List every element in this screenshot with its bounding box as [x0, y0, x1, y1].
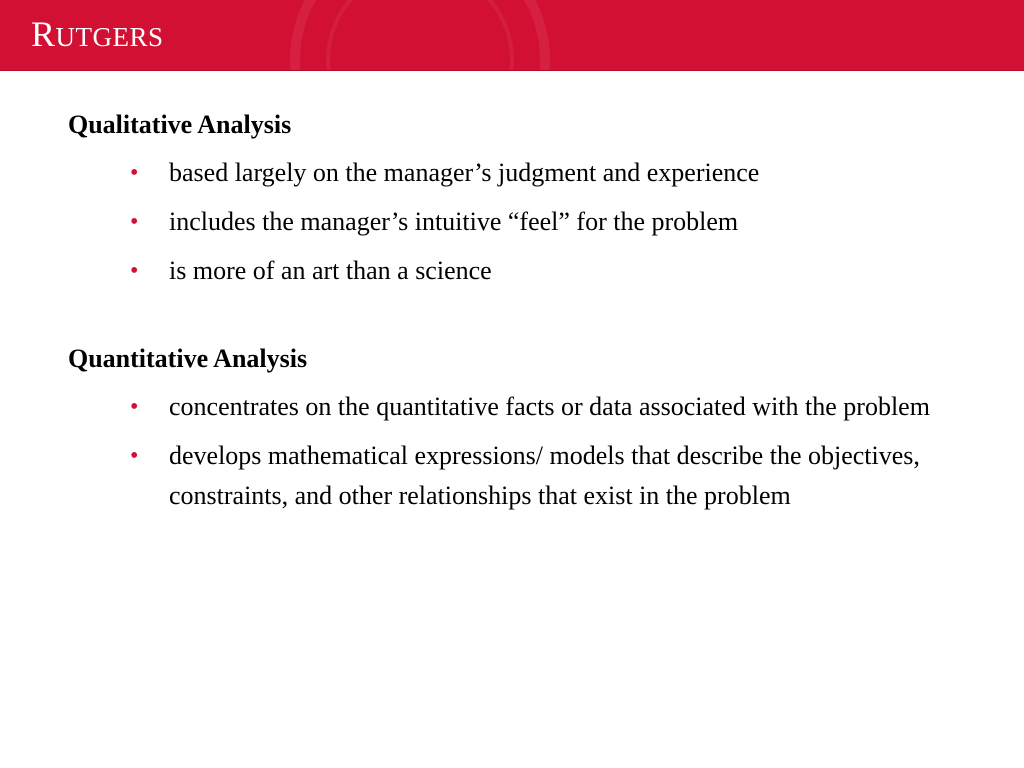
bullet-text: based largely on the manager’s judgment and experience — [169, 158, 760, 187]
list-item — [68, 202, 968, 242]
bullet-icon: • — [130, 258, 139, 284]
bullet-text: develops mathematical expressions/ models that describe the objectives, constraints, and other relationships that exist in the problem — [169, 441, 920, 510]
bullet-text: includes the manager’s intuitive “feel” for the problem — [169, 207, 739, 236]
list-item — [68, 153, 968, 193]
heading-quantitative: Quantitative Analysis — [68, 344, 308, 373]
bullet-text: is more of an art than a science — [169, 256, 492, 285]
bullet-text: concentrates on the quantitative facts or data associated with the problem — [169, 392, 930, 421]
qualitative-bullet-list — [68, 153, 968, 291]
rutgers-logo — [31, 10, 164, 61]
slide-content — [68, 106, 968, 516]
seal-watermark — [290, 0, 550, 71]
header-bar — [0, 0, 1024, 71]
logo-rest: UTGERS — [55, 22, 164, 52]
bullet-icon: • — [130, 443, 139, 469]
list-item — [68, 436, 968, 516]
list-item — [68, 251, 968, 291]
bullet-icon: • — [130, 209, 139, 235]
section-spacer — [68, 291, 968, 340]
list-item — [68, 387, 968, 427]
bullet-icon: • — [130, 394, 139, 420]
heading-qualitative: Qualitative Analysis — [68, 110, 292, 139]
quantitative-bullet-list — [68, 387, 968, 516]
bullet-icon: • — [130, 160, 139, 186]
logo-initial: R — [31, 14, 56, 54]
